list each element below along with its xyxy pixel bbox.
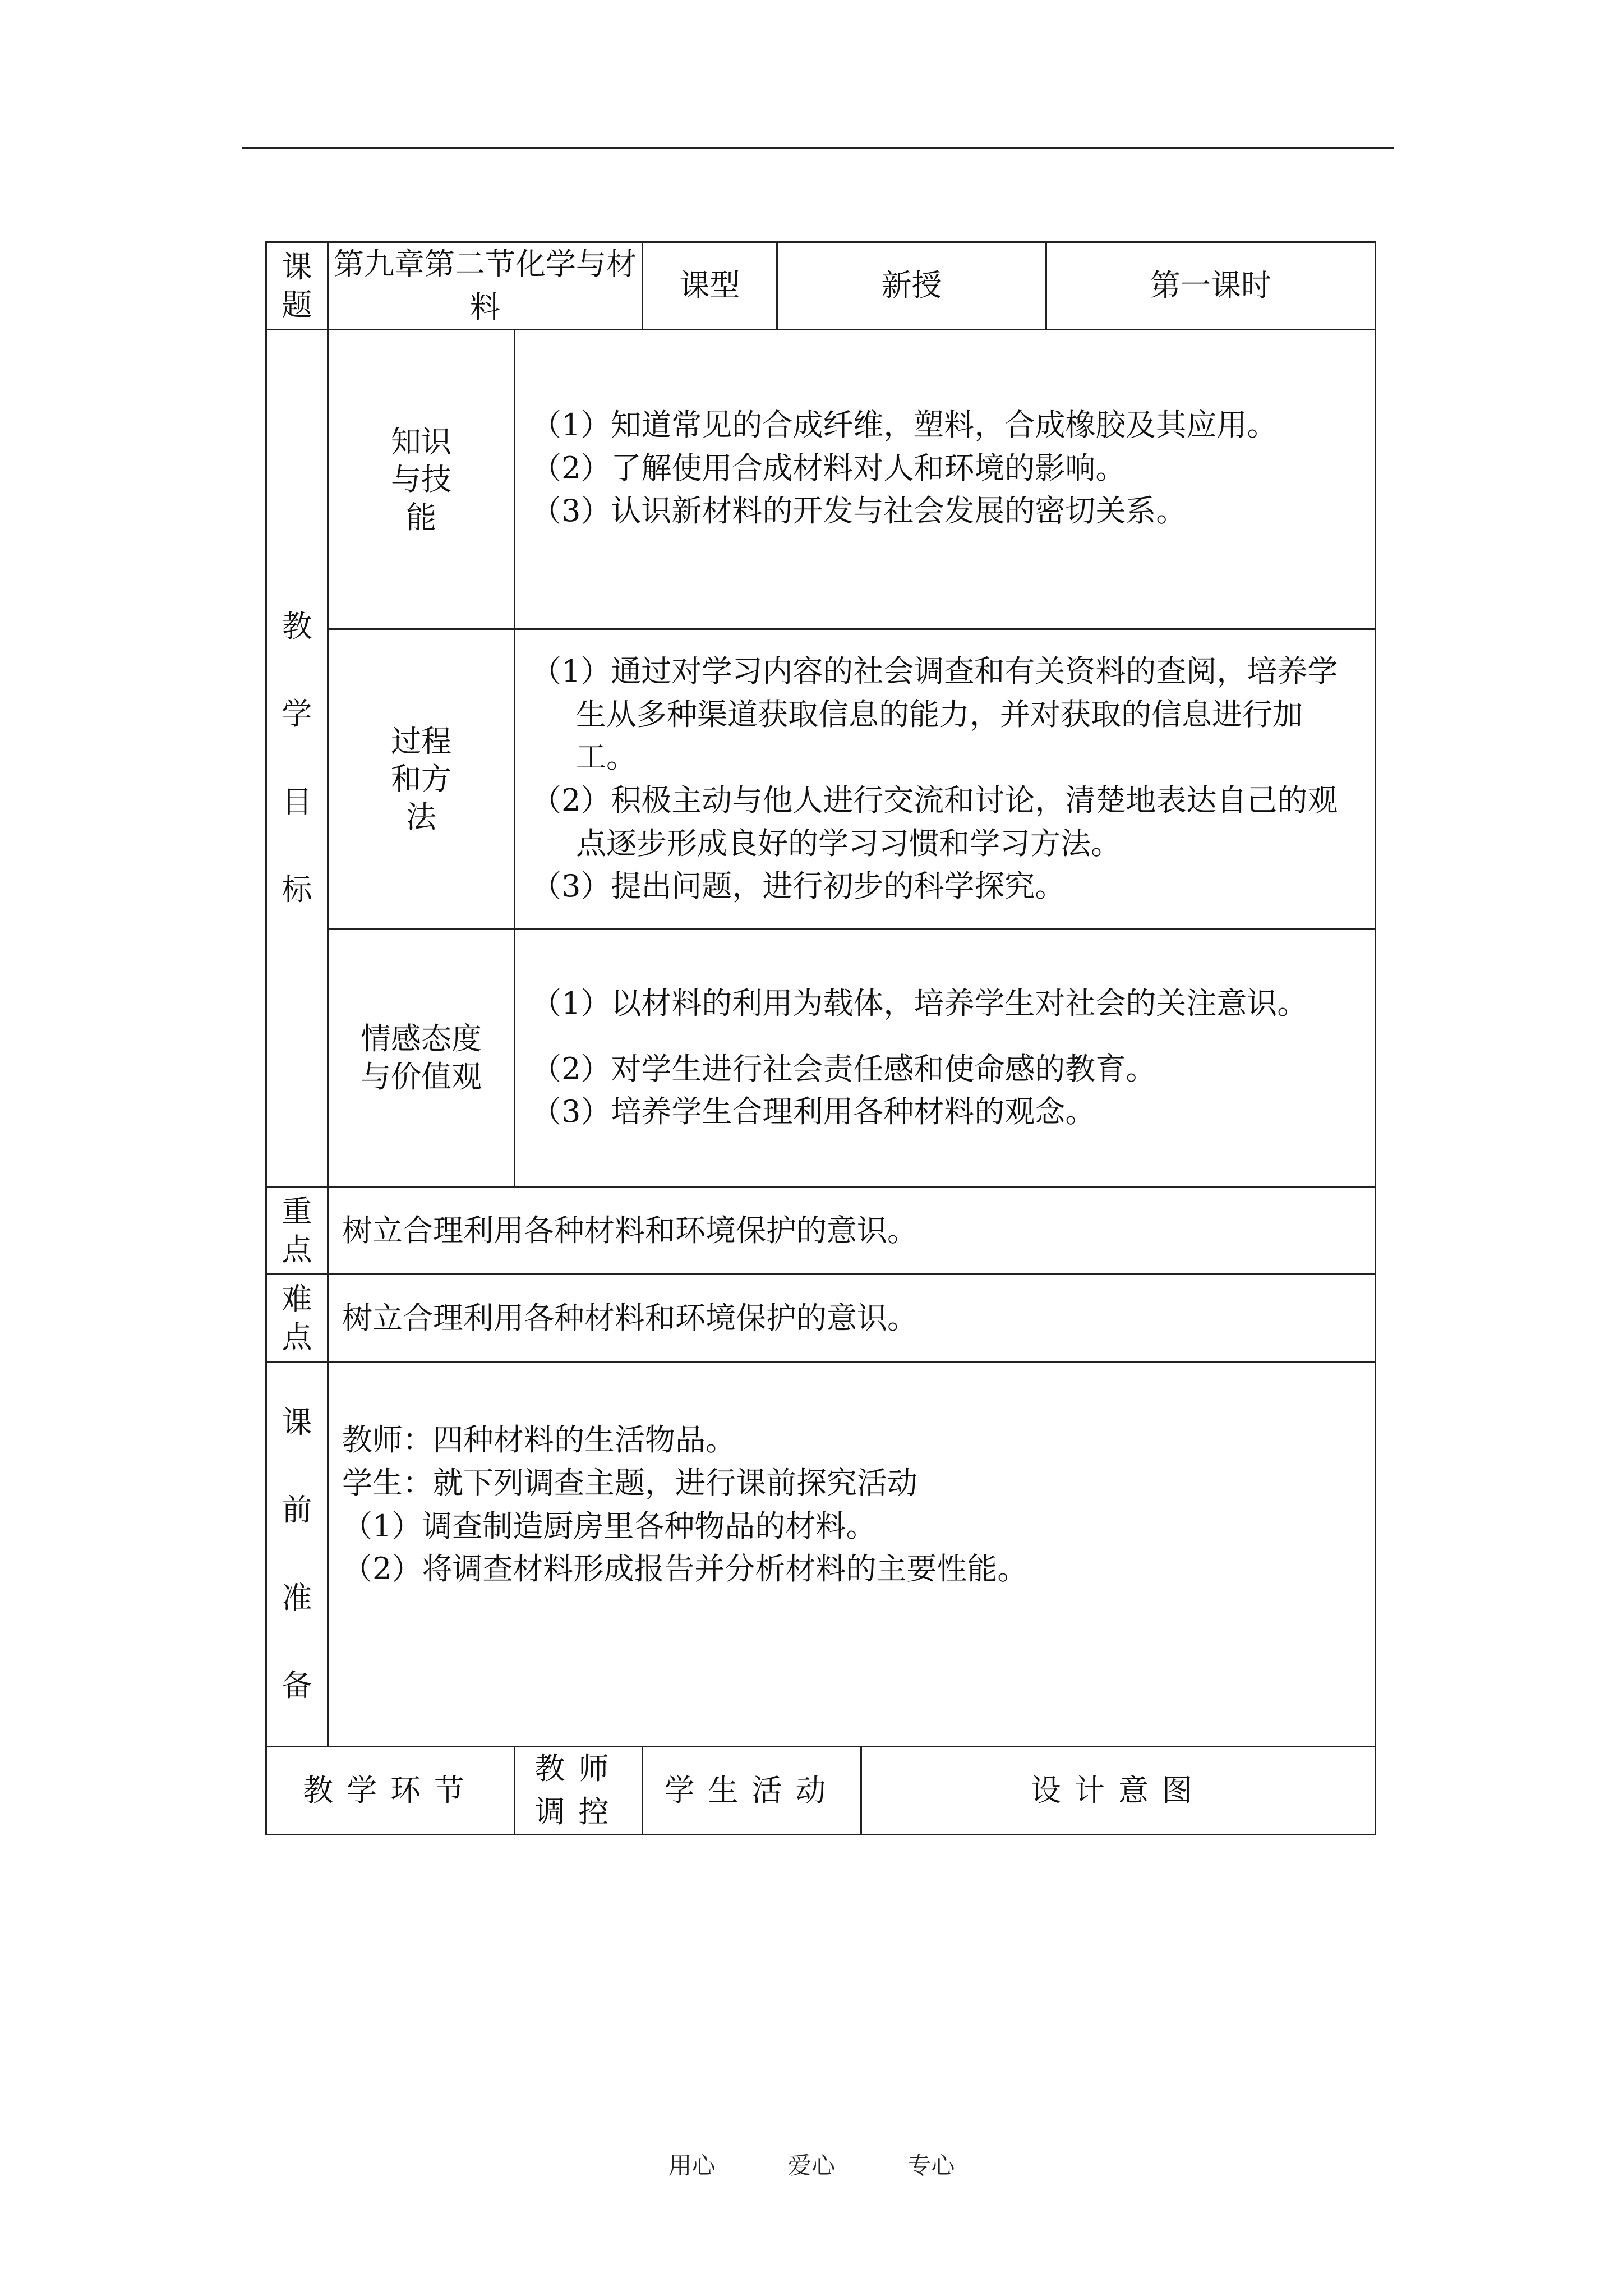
column-header-row	[266, 1747, 1376, 1834]
preparation-label	[266, 1362, 328, 1747]
header-row	[266, 242, 1376, 330]
objectives-label	[266, 330, 328, 1187]
knowledge-row	[266, 330, 1376, 629]
period-value: 第一课时	[1046, 242, 1376, 330]
type-value: 新授	[777, 242, 1046, 330]
footer-motto: 用心	[668, 2152, 716, 2179]
knowledge-label	[328, 330, 515, 629]
emotion-label	[328, 929, 515, 1187]
footer-motto: 爱心	[787, 2152, 835, 2179]
column-header-teacher: 教师调控	[515, 1747, 643, 1834]
knowledge-item: （3）认识新材料的开发与社会发展的密切关系。	[531, 493, 1187, 529]
preparation-line: 教师：四种材料的生活物品。	[342, 1422, 736, 1458]
difficulty-label-text: 难点	[282, 1281, 312, 1355]
objectives-label-text: 教学目标	[282, 608, 312, 908]
knowledge-item: （2）了解使用合成材料对人和环境的影响。	[531, 450, 1126, 486]
type-label: 课型	[643, 242, 777, 330]
preparation-label-text: 课前准备	[282, 1404, 312, 1704]
column-header-stage: 教学环节	[266, 1747, 515, 1834]
topic-label: 课题	[266, 242, 328, 330]
key-point-text: 树立合理利用各种材料和环境保护的意识。	[328, 1187, 1376, 1274]
topic-title: 第九章第二节化学与材料	[328, 242, 643, 330]
process-row	[266, 629, 1376, 929]
page-footer	[0, 2147, 1623, 2181]
preparation-line: （1）调查制造厨房里各种物品的材料。	[342, 1508, 877, 1544]
preparation-row	[266, 1362, 1376, 1747]
knowledge-content	[515, 330, 1376, 629]
preparation-content	[328, 1362, 1376, 1747]
knowledge-item: （1）知道常见的合成纤维，塑料，合成橡胶及其应用。	[531, 407, 1278, 443]
process-item: （3）提出问题，进行初步的科学探究。	[531, 868, 1066, 904]
process-label	[328, 629, 515, 929]
emotion-item: （2）对学生进行社会责任感和使命感的教育。	[531, 1051, 1156, 1087]
column-header-student: 学生活动	[643, 1747, 861, 1834]
knowledge-label-text: 知识与技能	[391, 424, 451, 535]
emotion-row	[266, 929, 1376, 1187]
process-item: （2）积极主动与他人进行交流和讨论，清楚地表达自己的观点逐步形成良好的学习习惯和学习方法。	[531, 782, 1338, 861]
process-label-text: 过程和方法	[391, 723, 451, 835]
difficulty-label	[266, 1274, 328, 1362]
process-item: （1）通过对学习内容的社会调查和有关资料的查阅，培养学生从多种渠道获取信息的能力，并对获取的信息进行加工。	[531, 653, 1338, 775]
footer-motto: 专心	[907, 2152, 955, 2179]
process-content	[515, 629, 1376, 929]
preparation-line: （2）将调查材料形成报告并分析材料的主要性能。	[342, 1551, 1028, 1587]
lesson-plan-table	[265, 241, 1376, 1835]
preparation-line: 学生：就下列调查主题，进行课前探究活动	[342, 1465, 917, 1501]
emotion-item: （1）以材料的利用为载体，培养学生对社会的关注意识。	[531, 985, 1308, 1021]
emotion-content	[515, 929, 1376, 1187]
difficulty-text: 树立合理利用各种材料和环境保护的意识。	[328, 1274, 1376, 1362]
emotion-item: （3）培养学生合理利用各种材料的观念。	[531, 1094, 1096, 1130]
difficulty-row	[266, 1274, 1376, 1362]
key-point-row	[266, 1187, 1376, 1274]
emotion-label-text: 情感态度与价值观	[361, 1021, 482, 1094]
column-header-intent: 设计意图	[861, 1747, 1376, 1834]
key-point-label	[266, 1187, 328, 1274]
header-rule	[242, 147, 1394, 149]
key-point-label-text: 重点	[282, 1194, 312, 1267]
